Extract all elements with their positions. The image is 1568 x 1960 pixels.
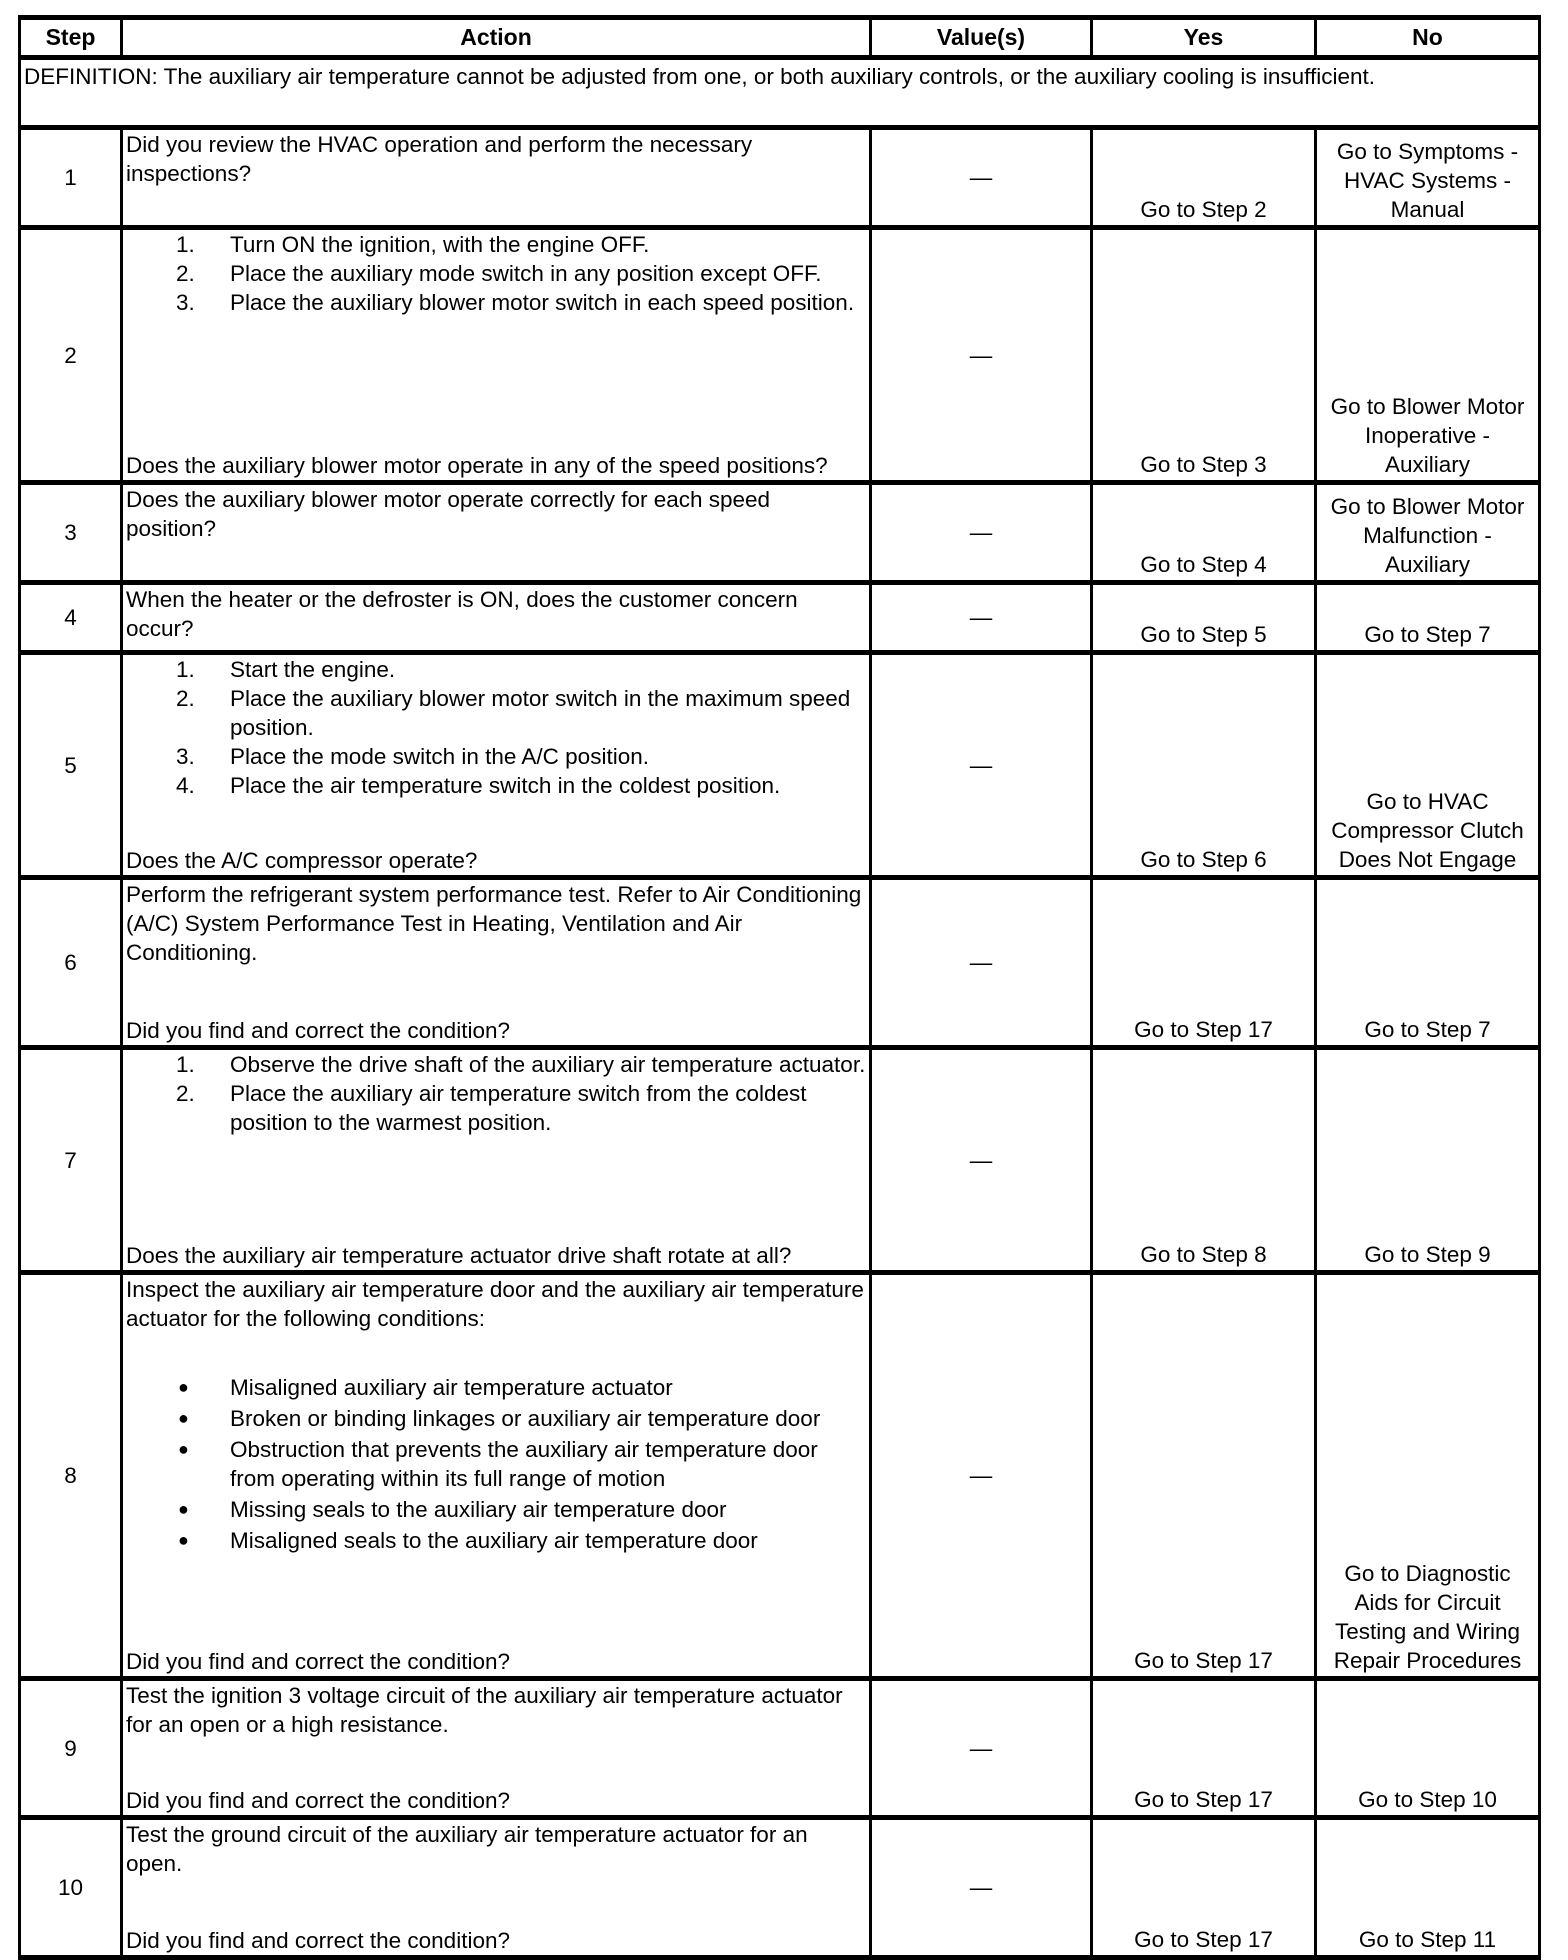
diagnostic-table	[18, 15, 1541, 1960]
no-cell[interactable]: Go to Symptoms - HVAC Systems - Manual	[1316, 128, 1540, 228]
bullet-icon: ●	[178, 1530, 189, 1550]
definition-row	[20, 58, 1540, 128]
yes-cell[interactable]: Go to Step 17	[1092, 1818, 1316, 1958]
step-cell: 1	[20, 128, 122, 228]
bullet-icon: ●	[178, 1499, 189, 1519]
yes-cell[interactable]: Go to Step 17	[1092, 1273, 1316, 1679]
action-question: Did you find and correct the condition?	[126, 1018, 510, 1043]
step-cell: 4	[20, 583, 122, 653]
table-row	[20, 1679, 1540, 1818]
table-row	[20, 653, 1540, 878]
action-cell	[122, 228, 871, 483]
action-intro: Did you review the HVAC operation and perform the necessary inspections?	[126, 132, 753, 186]
action-cell	[122, 483, 871, 583]
step-cell: 6	[20, 878, 122, 1048]
no-cell[interactable]: Go to HVAC Compressor Clutch Does Not Engage	[1316, 653, 1540, 878]
no-cell[interactable]: Go to Step 7	[1316, 878, 1540, 1048]
value-cell: —	[871, 653, 1092, 878]
condition-list	[126, 1373, 866, 1557]
table-row	[20, 878, 1540, 1048]
step-number: 3.	[176, 744, 195, 769]
action-cell	[122, 1818, 871, 1958]
condition-item: ● Obstruction that prevents the auxiliary air temperature door from operating within its full range of motion	[178, 1437, 818, 1491]
action-intro: Test the ground circuit of the auxiliary air temperature actuator for an open.	[126, 1822, 808, 1876]
no-cell[interactable]: Go to Blower Motor Inoperative - Auxiliary	[1316, 228, 1540, 483]
header-step: Step	[20, 18, 122, 58]
header-no: No	[1316, 18, 1540, 58]
step-cell: 9	[20, 1679, 122, 1818]
value-cell: —	[871, 483, 1092, 583]
step-number: 1.	[176, 232, 195, 257]
value-cell: —	[871, 583, 1092, 653]
table-row	[20, 1818, 1540, 1958]
step-number: 3.	[176, 290, 195, 315]
action-cell	[122, 878, 871, 1048]
step-number: 1.	[176, 1052, 195, 1077]
table-row	[20, 483, 1540, 583]
yes-cell[interactable]: Go to Step 17	[1092, 1679, 1316, 1818]
step-cell: 7	[20, 1048, 122, 1273]
step-number: 2.	[176, 1081, 195, 1106]
action-cell	[122, 1273, 871, 1679]
value-cell: —	[871, 1273, 1092, 1679]
action-question: Did you find and correct the condition?	[126, 1788, 510, 1813]
step-cell: 5	[20, 653, 122, 878]
action-steps	[126, 655, 866, 800]
action-question: Does the auxiliary air temperature actuator drive shaft rotate at all?	[126, 1243, 792, 1268]
header-values: Value(s)	[871, 18, 1092, 58]
value-cell: —	[871, 878, 1092, 1048]
action-cell	[122, 128, 871, 228]
condition-item: ● Broken or binding linkages or auxiliary air temperature door	[178, 1406, 821, 1431]
action-cell	[122, 583, 871, 653]
value-cell: —	[871, 1679, 1092, 1818]
step-cell: 8	[20, 1273, 122, 1679]
action-intro: Does the auxiliary blower motor operate correctly for each speed position?	[126, 487, 771, 541]
step-cell: 3	[20, 483, 122, 583]
action-step-item: 3. Place the mode switch in the A/C position.	[176, 744, 649, 769]
value-cell: —	[871, 128, 1092, 228]
yes-cell[interactable]: Go to Step 17	[1092, 878, 1316, 1048]
table-row	[20, 1273, 1540, 1679]
action-steps	[126, 230, 866, 317]
condition-item: ● Misaligned seals to the auxiliary air temperature door	[178, 1528, 758, 1553]
no-cell[interactable]: Go to Step 10	[1316, 1679, 1540, 1818]
action-step-item: 1. Start the engine.	[176, 657, 396, 682]
yes-cell[interactable]: Go to Step 6	[1092, 653, 1316, 878]
action-steps	[126, 1050, 866, 1137]
table-row	[20, 1048, 1540, 1273]
action-step-item: 1. Turn ON the ignition, with the engine OFF.	[176, 232, 650, 257]
step-number: 2.	[176, 261, 195, 286]
definition-text: DEFINITION: The auxiliary air temperature cannot be adjusted from one, or both auxiliary controls, or the auxiliary cooling is insufficient.	[20, 58, 1540, 128]
value-cell: —	[871, 1048, 1092, 1273]
action-step-item: 2. Place the auxiliary mode switch in any position except OFF.	[176, 261, 822, 286]
no-cell[interactable]: Go to Step 9	[1316, 1048, 1540, 1273]
action-step-item: 1. Observe the drive shaft of the auxiliary air temperature actuator.	[176, 1052, 866, 1077]
action-intro: Test the ignition 3 voltage circuit of the auxiliary air temperature actuator for an open or a high resistance.	[126, 1683, 843, 1737]
yes-cell[interactable]: Go to Step 8	[1092, 1048, 1316, 1273]
action-step-item: 4. Place the air temperature switch in the coldest position.	[176, 773, 781, 798]
table-row	[20, 128, 1540, 228]
yes-cell[interactable]: Go to Step 5	[1092, 583, 1316, 653]
condition-item: ● Missing seals to the auxiliary air temperature door	[178, 1497, 727, 1522]
step-number: 4.	[176, 773, 195, 798]
header-row	[20, 18, 1540, 58]
action-step-item: 2. Place the auxiliary blower motor switch in the maximum speed position.	[176, 686, 851, 740]
action-intro: Inspect the auxiliary air temperature door and the auxiliary air temperature actuator for the following conditions:	[126, 1277, 864, 1331]
action-question: Does the auxiliary blower motor operate in any of the speed positions?	[126, 453, 828, 478]
no-cell[interactable]: Go to Step 11	[1316, 1818, 1540, 1958]
step-number: 1.	[176, 657, 195, 682]
header-yes: Yes	[1092, 18, 1316, 58]
yes-cell[interactable]: Go to Step 2	[1092, 128, 1316, 228]
action-intro: When the heater or the defroster is ON, does the customer concern occur?	[126, 587, 798, 641]
yes-cell[interactable]: Go to Step 4	[1092, 483, 1316, 583]
step-number: 2.	[176, 686, 195, 711]
condition-item: ● Misaligned auxiliary air temperature actuator	[178, 1375, 673, 1400]
bullet-icon: ●	[178, 1439, 189, 1459]
action-cell	[122, 653, 871, 878]
header-action: Action	[122, 18, 871, 58]
action-question: Does the A/C compressor operate?	[126, 848, 478, 873]
action-question: Did you find and correct the condition?	[126, 1928, 510, 1953]
action-cell	[122, 1679, 871, 1818]
step-cell: 2	[20, 228, 122, 483]
bullet-icon: ●	[178, 1408, 189, 1428]
table-row	[20, 228, 1540, 483]
yes-cell[interactable]: Go to Step 3	[1092, 228, 1316, 483]
no-cell[interactable]: Go to Diagnostic Aids for Circuit Testing and Wiring Repair Procedures	[1316, 1273, 1540, 1679]
no-cell[interactable]: Go to Step 7	[1316, 583, 1540, 653]
action-question: Did you find and correct the condition?	[126, 1649, 510, 1674]
action-intro: Perform the refrigerant system performance test. Refer to Air Conditioning (A/C) System Performance Test in Heating, Ventilation and Air Conditioning.	[126, 882, 862, 965]
step-cell: 10	[20, 1818, 122, 1958]
table-row	[20, 583, 1540, 653]
value-cell: —	[871, 1818, 1092, 1958]
bullet-icon: ●	[178, 1377, 189, 1397]
value-cell: —	[871, 228, 1092, 483]
action-step-item: 2. Place the auxiliary air temperature switch from the coldest position to the warmest position.	[176, 1081, 807, 1135]
no-cell[interactable]: Go to Blower Motor Malfunction - Auxiliary	[1316, 483, 1540, 583]
action-step-item: 3. Place the auxiliary blower motor switch in each speed position.	[176, 290, 855, 315]
action-cell	[122, 1048, 871, 1273]
